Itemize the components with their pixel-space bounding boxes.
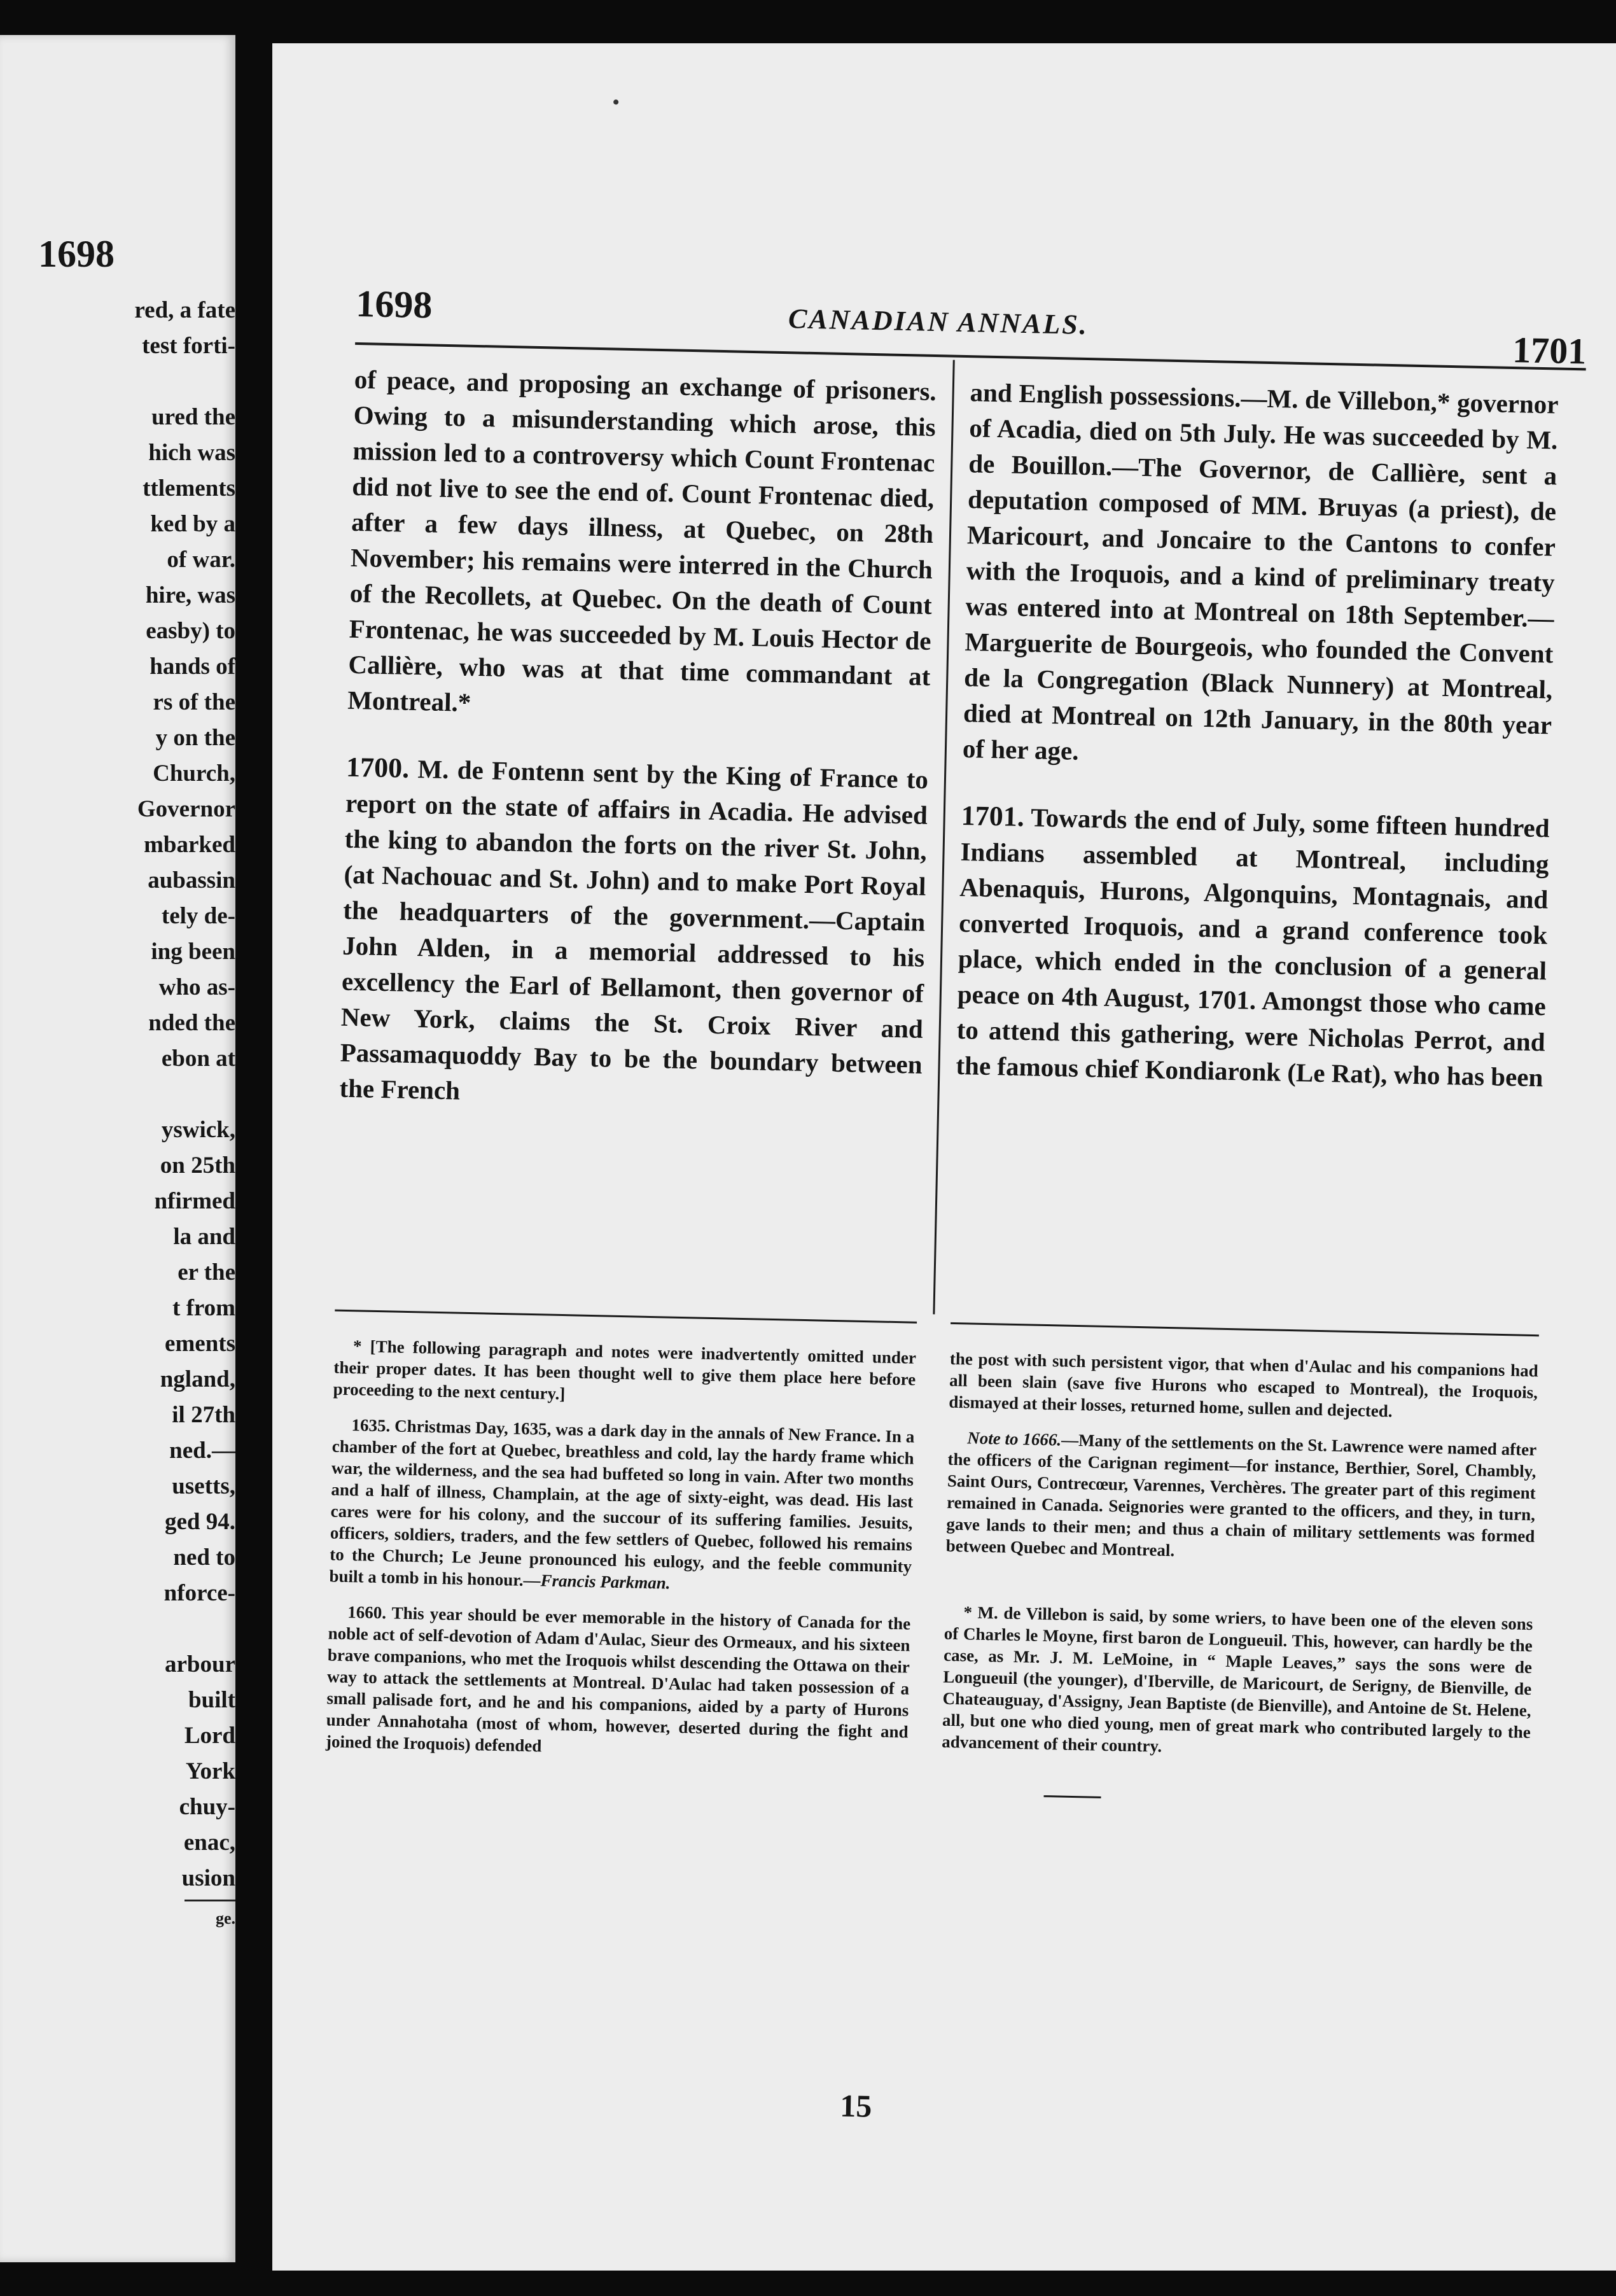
- page-title: CANADIAN ANNALS.: [788, 303, 1089, 341]
- header-year-right: 1701: [1512, 329, 1587, 372]
- facing-page-foot-fragment: ge.: [215, 1909, 235, 1928]
- footnote-1635-text: Christmas Day, 1635, was a dark day in the annals of New France. In a chamber of the fort at Quebec, breathless and cold, lay the hardy frame which war, the wilderness, and the sea had buffeted so long in vain. After two months and a half of illness, Champlain, at the age of sixty-eight, was dead. His last cares were for his colony, and the succour of its suffering families. Jesuits, officers, soldiers, traders, and the few settlers of Quebec, followed his remains to the Church; Le Jeune pronounced his eulogy, and the feeble community built a tomb in his honour.—: [329, 1416, 915, 1590]
- facing-page-line: hich was: [148, 440, 235, 466]
- facing-page-line: ngland,: [160, 1366, 235, 1392]
- right-col-paragraph-1: and English possessions.—M. de Villebon,* governor of Acadia, died on 5th July. He was succeeded by M. de Bouillon.—The Governor, de Callière, sent a deputation composed of MM. Bruyas (a priest), de Maricourt, and Joncaire to the Cantons to confer with the Iroquois, and a kind of preliminary treaty was entered into at Montreal on 18th September.—Marguerite de Bourgeois, who founded the Convent de la Congregation (Black Nunnery) at Montreal, died at Montreal on 12th January, in the 80th year of her age.: [962, 377, 1559, 766]
- footnote-1660-continued: the post with such persistent vigor, that when d'Aulac and his companions had all been slain (save five Hurons who escaped to Montreal), the Iroquois, dismayed at their losses, returned home, sullen and dejected.: [949, 1348, 1539, 1421]
- facing-page-line: t from: [172, 1295, 235, 1321]
- footnote-1666: [945, 1427, 1536, 1569]
- right-col-paragraph-2-text: Towards the end of July, some fifteen hundred Indians assembled at Montreal, including Abenaquis, Hurons, Algonquins, Montagnais, and converted Iroquois, and a grand conference took place, which ended in the conclusion of a general peace on 4th August, 1701. Amongst those who came to attend this gathering, were Nicholas Perrot, and the famous chief Kondiaronk (Le Rat), who has been: [956, 802, 1550, 1093]
- facing-page-line: enac,: [183, 1830, 235, 1856]
- footnotes-left: [325, 1335, 916, 1779]
- facing-page-line: arbour: [165, 1651, 235, 1677]
- right-col-paragraph-1701: [956, 798, 1550, 1095]
- facing-page-line: nforce-: [164, 1580, 235, 1606]
- header-year-left: 1698: [355, 282, 433, 326]
- facing-page-line: er the: [178, 1259, 235, 1285]
- facing-page-line: aubassin: [148, 867, 235, 893]
- footnote-1660: [326, 1600, 911, 1764]
- facing-page-line: Governor: [137, 796, 235, 822]
- facing-page-line: Church,: [153, 760, 235, 787]
- facing-page-line: ured the: [151, 404, 235, 430]
- page-header: [355, 282, 1587, 372]
- footnote-year-1635: 1635.: [351, 1415, 391, 1436]
- facing-page-fragment: [0, 35, 235, 2262]
- footnote-villebon: * M. de Villebon is said, by some wriers, to have been one of the eleven sons of Charles le Moyne, first baron de Longueuil. This, however, can hardly be the case, as Mr. J. M. LeMoine, in “ Maple Leaves,” says the sons were de Longueuil (the younger), d'Iberville, de Maricourt, de Serigny, de Bienville, de Chateauguay, d'Assigny, Jean Baptiste (de Bienville), and Antoine de St. Helene, all, but one who died young, men of great mark who contributed largely to the advancement of their country.: [941, 1602, 1533, 1756]
- footnote-short-rule: [1044, 1795, 1101, 1798]
- facing-page-line: ned.—: [169, 1438, 235, 1464]
- facing-page-line: [130, 1077, 235, 1112]
- left-col-paragraph-1: of peace, and proposing an exchange of prisoners. Owing to a misunderstanding which arose, this mission led to a controversy which Count Frontenac did not live to see the end of. Count Frontenac died, after a few days illness, at Quebec, on 28th November; his remains were interred in the Church of the Recollets, at Quebec. On the death of Count Frontenac, he was succeeded by M. Louis Hector de Callière, who was at that time commandant at Montreal.*: [347, 364, 937, 717]
- facing-page-line: tely de-: [161, 903, 235, 929]
- facing-page-line: hands of: [150, 654, 235, 680]
- footnotes-right: [941, 1348, 1538, 1779]
- page-number: 15: [839, 2087, 872, 2124]
- facing-page-line: built: [188, 1687, 235, 1713]
- footnote-1635-author: Francis Parkman.: [540, 1571, 671, 1593]
- footnote-year-1660: 1660.: [347, 1602, 387, 1623]
- page-content: [315, 43, 1592, 2271]
- column-divider: [933, 360, 954, 1315]
- left-col-paragraph-2-text: M. de Fontenn sent by the King of France to report on the state of affairs in Acadia. He advised the king to abandon the forts on the river St. John, (at Nachouac and St. John) and to make Port Royal the headquarters of the government.—Captain John Alden, in a memorial addressed to his excellency the Earl of Bellamont, then governor of New York, claims the St. Croix River and Passamaquoddy Bay to be the boundary between the French: [339, 754, 929, 1105]
- footnote-1666-label: Note to 1666.: [967, 1428, 1062, 1450]
- facing-page-line: hire, was: [145, 582, 235, 608]
- footnote-1635: [329, 1414, 914, 1599]
- facing-page-line: York: [185, 1758, 235, 1784]
- year-heading-1701: 1701.: [961, 800, 1025, 833]
- facing-page-line: ned to: [173, 1544, 235, 1571]
- facing-page-text-fragments: [0, 293, 235, 1896]
- facing-page-line: il 27th: [172, 1402, 235, 1428]
- facing-page-line: of war.: [167, 547, 235, 573]
- facing-page-line: Lord: [184, 1723, 235, 1749]
- facing-page-line: ttlements: [143, 475, 235, 501]
- right-column: [956, 374, 1559, 1095]
- year-heading-1700: 1700.: [345, 751, 410, 784]
- facing-page-line: ked by a: [150, 511, 235, 537]
- left-column: [339, 361, 937, 1118]
- facing-page-line: red, a fate: [134, 297, 235, 323]
- facing-page-line: nded the: [148, 1010, 235, 1036]
- facing-page-line: ebon at: [161, 1046, 235, 1072]
- facing-page-line: ements: [165, 1331, 235, 1357]
- facing-page-line: [130, 1611, 235, 1647]
- left-col-paragraph-1700: [339, 750, 929, 1118]
- facing-page-line: chuy-: [179, 1794, 235, 1820]
- facing-page-line: usetts,: [172, 1473, 235, 1499]
- facing-page-line: mbarked: [144, 832, 235, 858]
- facing-page-line: on 25th: [160, 1152, 235, 1179]
- facing-page-line: la and: [173, 1224, 235, 1250]
- footnote-rule-right: [951, 1322, 1539, 1336]
- facing-page-line: easby) to: [146, 618, 235, 644]
- facing-page-line: test forti-: [142, 333, 235, 359]
- facing-page-running-head: 1698: [38, 233, 115, 275]
- facing-page-line: y on the: [155, 725, 235, 751]
- facing-page-line: ged 94.: [165, 1509, 235, 1535]
- facing-page-line: [130, 364, 235, 400]
- book-page: [272, 43, 1616, 2271]
- facing-page-line: ing been: [151, 939, 235, 965]
- facing-page-line: rs of the: [153, 689, 235, 715]
- footnote-1660-text: This year should be ever memorable in the history of Canada for the noble act of self-devotion of Adam d'Aulac, Sieur des Ormeaux, and his sixteen brave companions, who met the Iroquois whilst descending the Ottawa on their way to attack the settlements at Montreal. D'Aulac had taken possession of a small palisade fort, and he and his companions, aided by a party of Hurons under Annahotaha (most of whom, however, deserted during the fight and joined the Iroquois) defended: [325, 1603, 911, 1756]
- facing-page-rule: [185, 1900, 235, 1901]
- footnote-rule-left: [335, 1310, 917, 1324]
- facing-page-line: who as-: [158, 974, 235, 1000]
- facing-page-line: usion: [181, 1865, 235, 1891]
- footnote-intro: * [The following paragraph and notes were inadvertently omitted under their proper dates. It has been thought well to give them place here before proceeding to the next century.]: [333, 1336, 917, 1404]
- facing-page-line: nfirmed: [154, 1188, 235, 1214]
- facing-page-line: yswick,: [161, 1117, 235, 1143]
- paper-speck: [613, 99, 618, 104]
- footnote-1666-text: —Many of the settlements on the St. Lawrence were named after the officers of the Carignan regiment—for instance, Berthier, Sorel, Chambly, Saint Ours, Contrecœur, Varennes, Verchères. The greater part of this regiment remained in Canada. Seignories were granted to the officers, and they, in turn, gave lands to their men; and thus a chain of military settlements was formed between Quebec and Montreal.: [945, 1430, 1537, 1560]
